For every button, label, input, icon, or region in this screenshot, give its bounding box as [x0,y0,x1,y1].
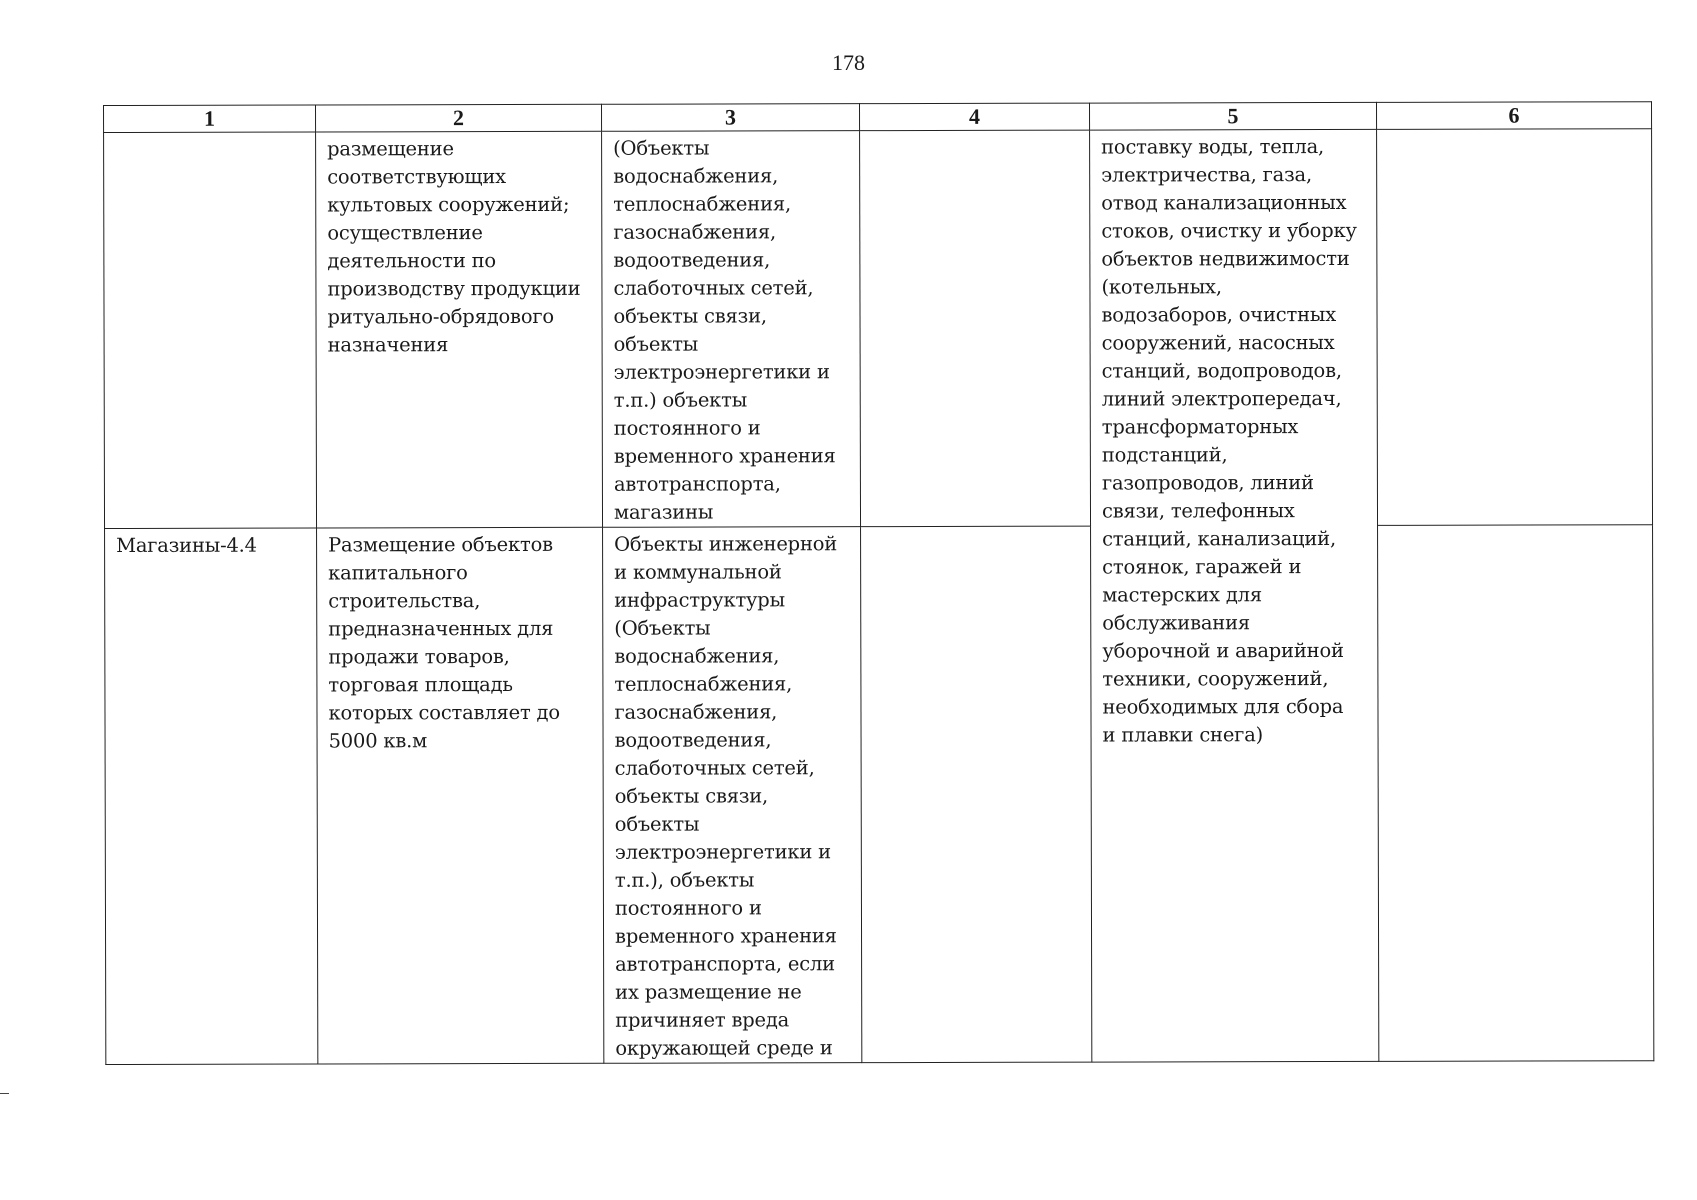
cell-text [860,131,1089,135]
regulations-table [103,101,1654,1065]
cell-text: Магазины-4.4 [116,533,257,557]
cell-text: Объекты инженерной и коммунальной инфраструктуры (Объекты водоснабжения, теплоснабжения, газоснабжения, водоотведения, слаботочных сетей, объекты связи, объекты электроэнергетики и т.п.), объекты постоянного и временного хранения автотранспорта, если их размещение не причиняет вреда окружающей среде и [614,532,838,1060]
header-col-3: 3 [601,104,859,132]
cell-text: размещение соответствующих культовых сооружений; осуществление деятельности по производству продукции ритуально-обрядового назначения [327,137,581,357]
table-row-shops [105,525,1654,1065]
table-row-continued [104,129,1653,529]
cell-text [861,527,1090,531]
cell-text [1378,525,1652,529]
cell-auxiliary-uses [603,527,862,1064]
page-number: 178 [832,50,865,75]
cell-conditional-uses [860,130,1091,527]
cell-use-description [316,131,603,528]
header-col-4: 4 [859,103,1089,131]
cell-text: поставку воды, тепла, электричества, газа, отвод канализационных стоков, очистку и уборку объектов недвижимости (котельных, водозаборов, очистных сооружений, насосных станций, водопроводов, линий электропередач, трансформаторных подстанций, газопроводов, линий связи, телефонных станций, канализаций, стоянок, гаражей и мастерских для обслуживания уборочной и аварийной техники, сооружений, необходимых для сбора и плавки снега) [1101,135,1357,747]
cell-auxiliary-uses [602,131,861,528]
scan-edge-mark [0,1093,9,1094]
header-col-6: 6 [1376,102,1651,130]
cell-use-description [317,527,604,1064]
cell-text: Размещение объектов капитального строительства, предназначенных для продажи товаров, торговая площадь которых составляет до 5000 кв.м [328,532,560,753]
cell-text [1377,129,1651,133]
cell-parameters [1378,525,1654,1062]
cell-text [104,132,315,136]
table-header-row [104,102,1652,133]
cell-permitted-use-name [104,132,317,529]
cell-text: (Объекты водоснабжения, теплоснабжения, газоснабжения, водоотведения, слаботочных сетей, объекты связи, объекты электроэнергетики и т.п.) объекты постоянного и временного хранения автотранспорта, магазины [613,136,836,524]
cell-utility-objects [1090,129,1379,1062]
cell-parameters [1377,129,1653,526]
cell-conditional-uses [861,526,1092,1063]
header-col-1: 1 [104,105,316,133]
header-col-5: 5 [1089,102,1376,130]
cell-permitted-use-name [105,528,318,1065]
header-col-2: 2 [316,104,602,132]
